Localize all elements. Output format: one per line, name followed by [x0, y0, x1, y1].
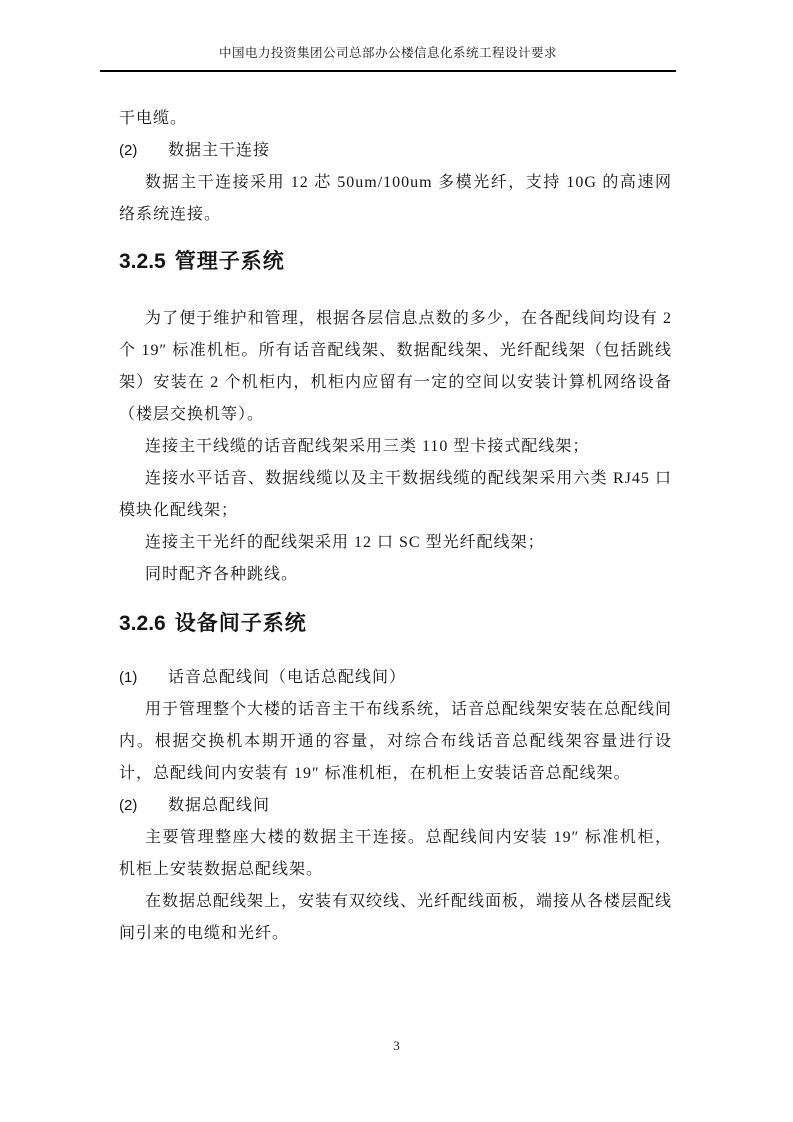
section-heading-325 — [119, 241, 672, 282]
list-item-label: 数据主干连接 — [168, 142, 271, 160]
section-number: 3.2.6 — [119, 612, 166, 636]
paragraph-data-mdf-panels: 在数据总配线架上，安装有双绞线、光纤配线面板，端接从各楼层配线间引来的电缆和光纤。 — [119, 893, 673, 943]
header-title: 中国电力投资集团公司总部办公楼信息化系统工程设计要求 — [218, 46, 557, 60]
paragraph-fiber-frame: 连接主干光纤的配线架采用 12 口 SC 型光纤配线架； — [145, 534, 545, 552]
paragraph-patch-cords: 同时配齐各种跳线。 — [145, 566, 299, 584]
paragraph-horizontal-frame: 连接水平话音、数据线缆以及主干数据线缆的配线架采用六类 RJ45 口模块化配线架； — [119, 470, 672, 520]
paragraph-data-backbone-detail: 数据主干连接采用 12 芯 50um/100um 多模光纤，支持 10G 的高速网络系统连接。 — [119, 174, 672, 224]
list-item-voice-mdf — [119, 662, 672, 694]
section-number: 3.2.5 — [119, 250, 166, 274]
page-footer — [0, 1036, 793, 1056]
page-number: 3 — [393, 1038, 400, 1053]
list-item-label: 数据总配线间 — [168, 797, 271, 815]
paragraph-data-mdf-detail: 主要管理整座大楼的数据主干连接。总配线间内安装 19″ 标准机柜，机柜上安装数据总配线架。 — [119, 829, 672, 879]
section-title: 管理子系统 — [174, 249, 285, 274]
document-body — [119, 72, 672, 950]
list-item-number: (2) — [119, 797, 138, 815]
paragraph-management-overview: 为了便于维护和管理，根据各层信息点数的多少，在各配线间均设有 2 个 19″ 标准机柜。所有话音配线架、数据配线架、光纤配线架（包括跳线架）安装在 2 个机柜内，机柜内应留有一定的空间以安装计算机网络设备（楼层交换机等）。 — [119, 310, 672, 424]
list-item-data-mdf — [119, 790, 672, 822]
list-item-data-backbone — [119, 135, 672, 167]
paragraph-voice-frame: 连接主干线缆的话音配线架采用三类 110 型卡接式配线架； — [145, 438, 590, 456]
page-header — [100, 0, 676, 72]
paragraph-continuation: 干电缆。 — [119, 110, 188, 128]
paragraph-voice-mdf-detail: 用于管理整个大楼的话音主干布线系统，话音总配线架安装在总配线间内。根据交换机本期开通的容量，对综合布线话音总配线架容量进行设计，总配线间内安装有 19″ 标准机柜，在机柜上安装话音总配线架。 — [119, 701, 673, 783]
section-title: 设备间子系统 — [174, 611, 307, 636]
list-item-label: 话音总配线间（电话总配线间） — [168, 669, 407, 687]
list-item-number: (1) — [119, 669, 138, 687]
section-heading-326 — [119, 603, 672, 644]
list-item-number: (2) — [119, 142, 138, 160]
